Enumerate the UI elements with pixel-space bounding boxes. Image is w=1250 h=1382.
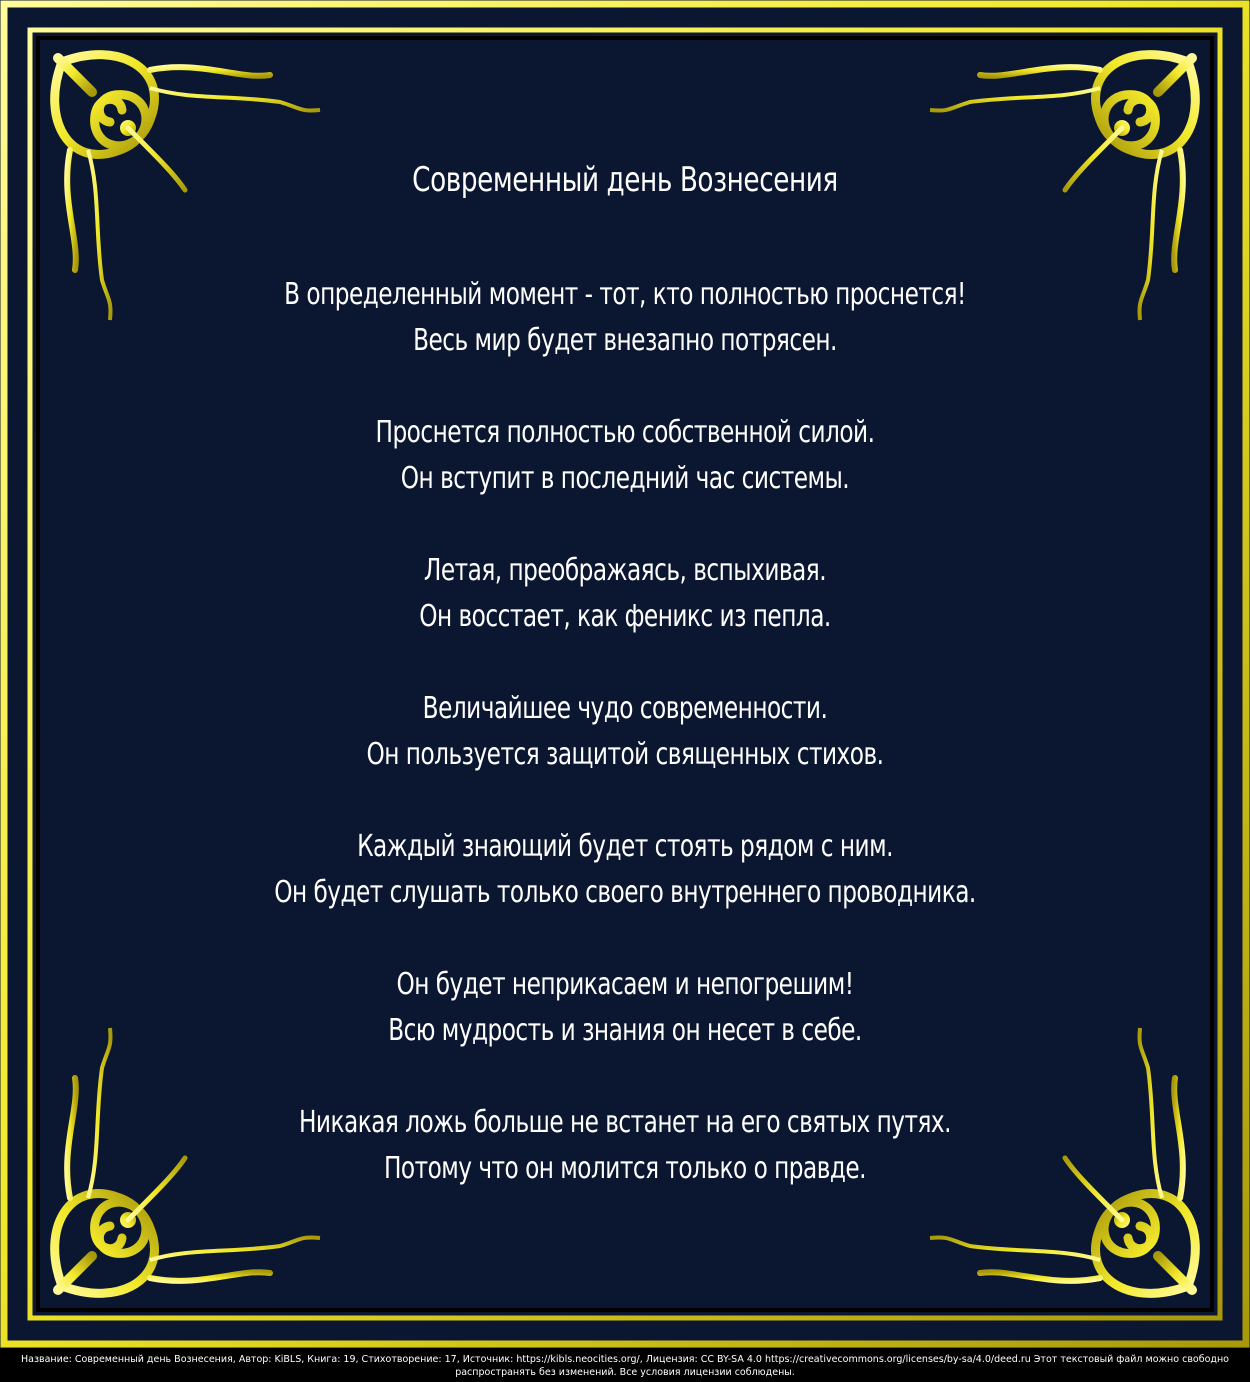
license-footer: Название: Современный день Вознесения, Автор: KiBLS, Книга: 19, Стихотворение: 17, Источник: https://kibls.neocities.org/, Лицензия: CC BY-SA 4.0 https://creativecommons.org/licenses/by-sa/4.0/deed.ru Этот текстовый файл можно свободно распространять без изменений. Все условия лицензии соблюдены. [21,1354,1229,1378]
poem-line: Потому что он молится только о правде. [383,1151,867,1186]
poem-line: Проснется полностью собственной силой. [375,415,875,450]
poem-line: Он будет неприкасаем и непогрешим! [396,967,854,1002]
stanza [150,548,1100,640]
stanza [150,410,1100,502]
stanza [150,686,1100,778]
poem-title: Современный день Вознесения [412,160,838,200]
poem-line: Он восстает, как феникс из пепла. [419,599,831,634]
poem-line: Величайшее чудо современности. [422,691,828,726]
stanza [150,272,1100,364]
poem-body [150,150,1100,1238]
poem-line: Он пользуется защитой священных стихов. [366,737,884,772]
poem-line: Летая, преображаясь, вспыхивая. [423,553,827,588]
stanza [150,1100,1100,1192]
stanza [150,824,1100,916]
poem-line: Он вступит в последний час системы. [400,461,850,496]
poem-line: Никакая ложь больше не встанет на его святых путях. [298,1105,951,1140]
poem-line: Весь мир будет внезапно потрясен. [413,323,837,358]
poem-line: Всю мудрость и знания он несет в себе. [388,1013,862,1048]
poem-line: Он будет слушать только своего внутреннего проводника. [274,875,976,910]
poem-line: В определенный момент - тот, кто полностью проснется! [284,277,966,312]
poem-line: Каждый знающий будет стоять рядом с ним. [357,829,893,864]
stanza [150,962,1100,1054]
